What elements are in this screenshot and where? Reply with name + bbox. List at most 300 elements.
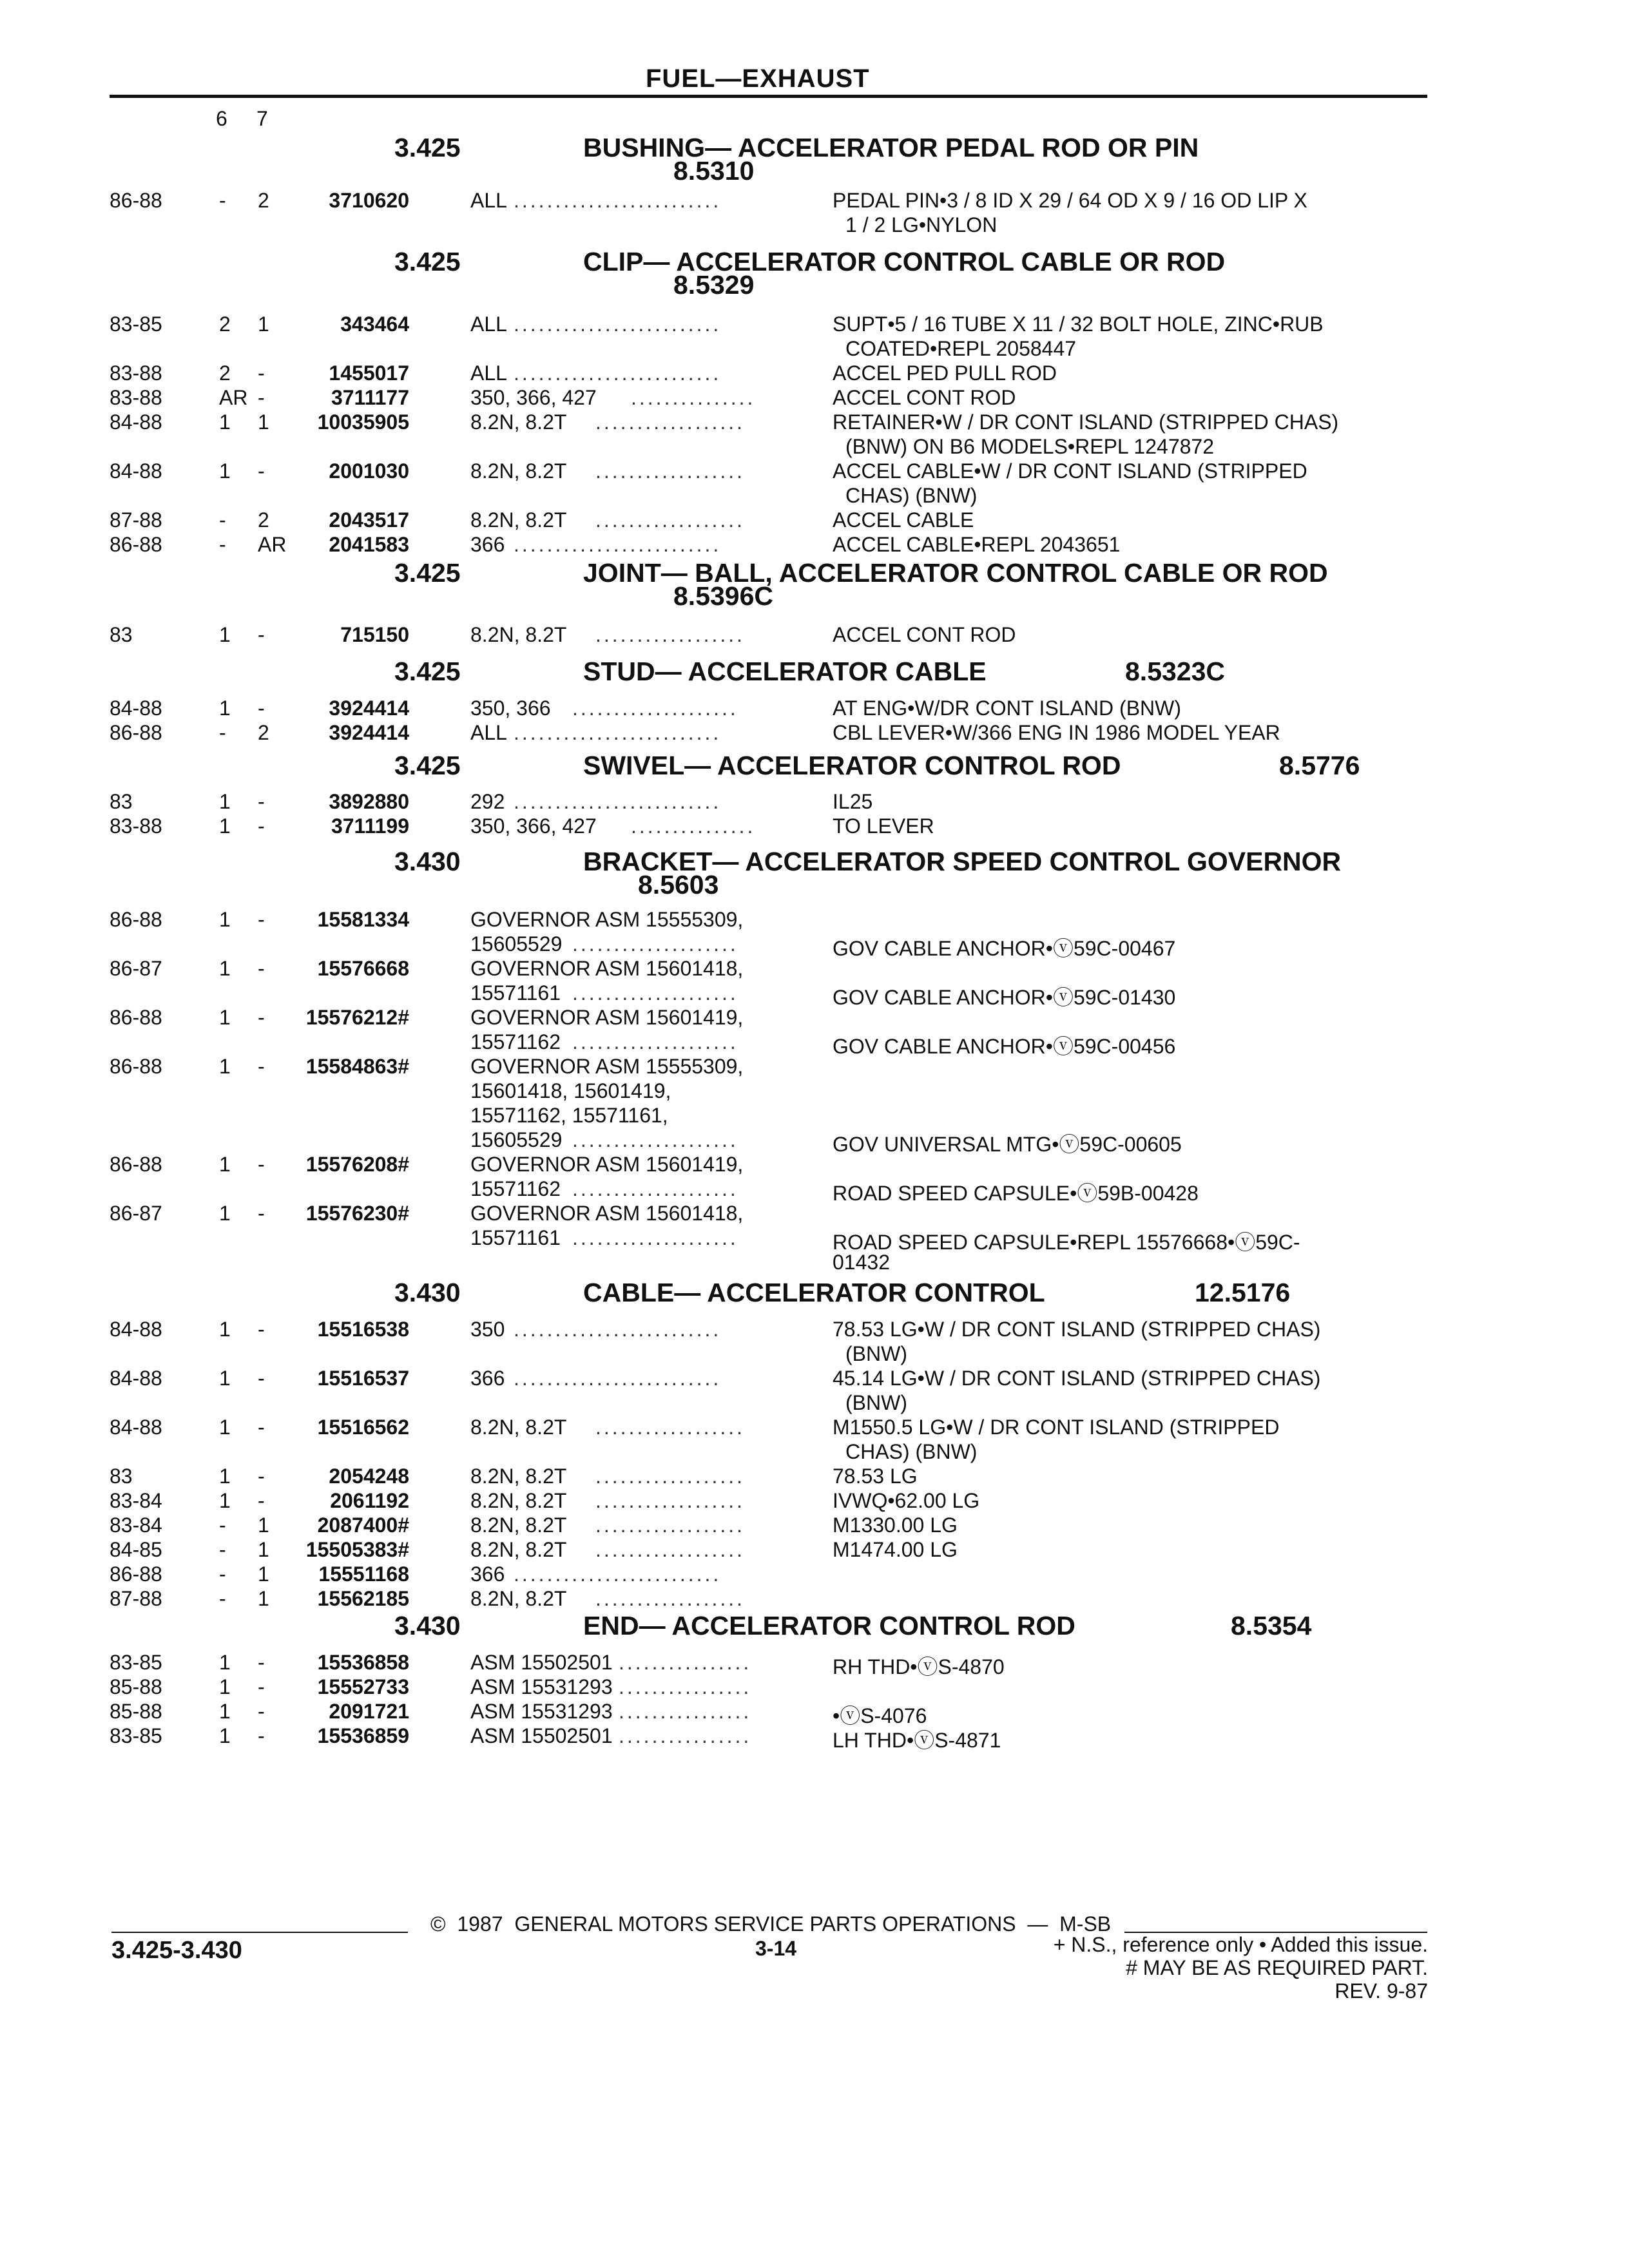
leader-dots: ................	[619, 1724, 752, 1747]
section-number: 3.430	[394, 847, 461, 876]
parts-row	[0, 533, 1629, 557]
leader-dots: .........................	[514, 1318, 722, 1341]
section-title: BRACKET— ACCELERATOR SPEED CONTROL GOVERNOR	[583, 847, 1342, 876]
part-number: 1455017	[329, 361, 409, 385]
part-description: (BNW)	[845, 1391, 907, 1414]
quantity-col-6: 1	[219, 623, 231, 646]
parts-row	[0, 1489, 1629, 1514]
part-number: 15576212#	[305, 1006, 409, 1029]
part-description: GOV CABLE ANCHOR•ⓥ59C-00467	[833, 937, 1176, 960]
quantity-col-7: -	[258, 1465, 265, 1488]
part-number: 15576208#	[305, 1153, 409, 1176]
leader-dots: ..................	[595, 1416, 746, 1439]
parts-row	[0, 1367, 1629, 1416]
quantity-col-7: -	[258, 1367, 265, 1390]
model-usage: 15605529	[470, 932, 563, 956]
parts-row	[0, 1724, 1629, 1752]
footer-copyright: © 1987 GENERAL MOTORS SERVICE PARTS OPERATIONS — M-SB	[430, 1912, 1112, 1936]
leader-dots: ....................	[572, 981, 738, 1004]
parts-row	[0, 1675, 1629, 1700]
part-number: 15576668	[317, 957, 409, 980]
quantity-col-7: -	[258, 1675, 265, 1698]
part-description: SUPT•5 / 16 TUBE X 11 / 32 BOLT HOLE, ZINC•RUB	[833, 312, 1324, 336]
quantity-col-7: AR	[258, 533, 287, 556]
quantity-col-7: 2	[258, 508, 269, 532]
model-usage: 8.2N, 8.2T	[470, 410, 567, 434]
part-number: 15576230#	[305, 1202, 409, 1225]
part-description: CBL LEVER•W/366 ENG IN 1986 MODEL YEAR	[833, 721, 1280, 744]
model-usage: 350, 366, 427	[470, 814, 597, 838]
model-usage: ALL	[470, 721, 507, 744]
model-years: 86-88	[110, 908, 162, 931]
section-title: END— ACCELERATOR CONTROL ROD	[583, 1611, 1075, 1640]
quantity-col-6: 1	[219, 1465, 231, 1488]
leader-dots: .........................	[514, 1367, 722, 1390]
model-usage: 8.2N, 8.2T	[470, 1489, 567, 1512]
column-number-7: 7	[256, 107, 268, 130]
model-usage: ASM 15531293	[470, 1675, 613, 1698]
model-years: 84-88	[110, 697, 162, 720]
model-usage: GOVERNOR ASM 15601418,	[470, 1202, 744, 1225]
part-number: 15516537	[317, 1367, 409, 1390]
model-years: 84-88	[110, 1367, 162, 1390]
quantity-col-7: -	[258, 1202, 265, 1225]
leader-dots: .........................	[514, 721, 722, 744]
quantity-col-6: 1	[219, 1700, 231, 1723]
quantity-col-6: 1	[219, 1006, 231, 1029]
parts-row	[0, 1318, 1629, 1367]
leader-dots: ................	[619, 1651, 752, 1674]
parts-row	[0, 1465, 1629, 1489]
quantity-col-7: 2	[258, 189, 269, 212]
part-description: •ⓥS-4076	[833, 1704, 927, 1727]
part-number: 2087400#	[317, 1514, 409, 1537]
quantity-col-7: -	[258, 1153, 265, 1176]
leader-dots: ....................	[572, 932, 738, 956]
model-usage: 350, 366, 427	[470, 386, 597, 409]
model-usage: 15605529	[470, 1128, 563, 1151]
model-usage: 366	[470, 1367, 505, 1390]
leader-dots: .........................	[514, 189, 722, 212]
part-description: ACCEL CONT ROD	[833, 623, 1016, 646]
part-description: GOV CABLE ANCHOR•ⓥ59C-01430	[833, 986, 1176, 1009]
part-number: 2041583	[329, 533, 409, 556]
parts-row	[0, 790, 1629, 814]
model-usage: GOVERNOR ASM 15601419,	[470, 1006, 744, 1029]
parts-row	[0, 361, 1629, 386]
quantity-col-6: 1	[219, 1367, 231, 1390]
parts-row	[0, 1416, 1629, 1465]
section-title: CABLE— ACCELERATOR CONTROL	[583, 1278, 1045, 1307]
parts-row	[0, 1153, 1629, 1205]
leader-dots: ...............	[631, 814, 756, 838]
part-description: 78.53 LG•W / DR CONT ISLAND (STRIPPED CHAS)	[833, 1318, 1321, 1341]
leader-dots: ...............	[631, 386, 756, 409]
quantity-col-7: -	[258, 908, 265, 931]
section-code: 8.5310	[673, 156, 755, 186]
quantity-col-7: 1	[258, 1514, 269, 1537]
leader-dots: ..................	[595, 1489, 746, 1512]
leader-dots: .........................	[514, 361, 722, 385]
model-years: 84-88	[110, 1318, 162, 1341]
model-usage: 8.2N, 8.2T	[470, 623, 567, 646]
model-usage: 8.2N, 8.2T	[470, 459, 567, 483]
quantity-col-6: 1	[219, 790, 231, 813]
quantity-col-6: 1	[219, 1651, 231, 1674]
part-description: ROAD SPEED CAPSULE•REPL 15576668•ⓥ59C-	[833, 1231, 1300, 1254]
parts-row	[0, 623, 1629, 648]
quantity-col-6: 1	[219, 1724, 231, 1747]
parts-row	[0, 697, 1629, 721]
parts-row	[0, 1538, 1629, 1562]
page-title: FUEL—EXHAUST	[646, 64, 870, 93]
model-years: 84-85	[110, 1538, 162, 1561]
leader-dots: ................	[619, 1675, 752, 1698]
part-description: IVWQ•62.00 LG	[833, 1489, 980, 1512]
model-usage: 292	[470, 790, 505, 813]
model-usage: GOVERNOR ASM 15555309,	[470, 1055, 744, 1078]
leader-dots: ..................	[595, 1465, 746, 1488]
model-years: 83-85	[110, 312, 162, 336]
part-number: 2054248	[329, 1465, 409, 1488]
model-usage: ASM 15531293	[470, 1700, 613, 1723]
parts-row	[0, 1700, 1629, 1727]
quantity-col-7: -	[258, 1416, 265, 1439]
parts-row	[0, 459, 1629, 508]
part-description: GOV UNIVERSAL MTG•ⓥ59C-00605	[833, 1133, 1182, 1156]
section-title: SWIVEL— ACCELERATOR CONTROL ROD	[583, 751, 1121, 780]
model-usage: 350	[470, 1318, 505, 1341]
part-number: 3710620	[329, 189, 409, 212]
part-description: GOV CABLE ANCHOR•ⓥ59C-00456	[833, 1035, 1176, 1058]
part-description: M1550.5 LG•W / DR CONT ISLAND (STRIPPED	[833, 1416, 1280, 1439]
footer-legend-ns: + N.S., reference only • Added this issue.	[1053, 1933, 1428, 1956]
quantity-col-6: -	[219, 1587, 226, 1610]
quantity-col-6: -	[219, 721, 226, 744]
model-usage: ALL	[470, 189, 507, 212]
model-years: 87-88	[110, 508, 162, 532]
part-number: 15562185	[317, 1587, 409, 1610]
model-usage: 8.2N, 8.2T	[470, 1538, 567, 1561]
quantity-col-6: 1	[219, 1202, 231, 1225]
model-usage: 8.2N, 8.2T	[470, 1514, 567, 1537]
quantity-col-7: 1	[258, 1587, 269, 1610]
section-title: STUD— ACCELERATOR CABLE	[583, 657, 987, 686]
section-code: 8.5323C	[1125, 657, 1226, 686]
section-number: 3.425	[394, 558, 461, 588]
model-years: 86-87	[110, 957, 162, 980]
quantity-col-6: 1	[219, 1489, 231, 1512]
part-number: 3924414	[329, 697, 409, 720]
section-title: CLIP— ACCELERATOR CONTROL CABLE OR ROD	[583, 247, 1226, 276]
parts-row	[0, 312, 1629, 361]
footer-section-range: 3.425-3.430	[111, 1937, 242, 1964]
model-years: 83-85	[110, 1651, 162, 1674]
quantity-col-7: -	[258, 1700, 265, 1723]
leader-dots: ....................	[572, 1177, 738, 1200]
part-description: CHAS) (BNW)	[845, 1440, 978, 1463]
model-years: 86-88	[110, 1562, 162, 1586]
model-years: 85-88	[110, 1700, 162, 1723]
part-number: 15516562	[317, 1416, 409, 1439]
part-description: 45.14 LG•W / DR CONT ISLAND (STRIPPED CHAS)	[833, 1367, 1321, 1390]
part-description: PEDAL PIN•3 / 8 ID X 29 / 64 OD X 9 / 16 OD LIP X	[833, 189, 1307, 212]
quantity-col-7: 2	[258, 721, 269, 744]
model-years: 86-88	[110, 533, 162, 556]
quantity-col-6: -	[219, 1514, 226, 1537]
column-number-6: 6	[216, 107, 227, 130]
leader-dots: ..................	[595, 459, 746, 483]
model-usage: 366	[470, 1562, 505, 1586]
section-title: JOINT— BALL, ACCELERATOR CONTROL CABLE OR ROD	[583, 558, 1328, 588]
section-code: 12.5176	[1195, 1278, 1291, 1307]
model-years: 83-88	[110, 386, 162, 409]
model-usage: GOVERNOR ASM 15555309,	[470, 908, 744, 931]
model-years: 83	[110, 623, 133, 646]
parts-row	[0, 1562, 1629, 1587]
section-code: 8.5396C	[673, 581, 774, 611]
part-description: LH THD•ⓥS-4871	[833, 1729, 1001, 1752]
model-usage: 8.2N, 8.2T	[470, 1587, 567, 1610]
quantity-col-7: -	[258, 1318, 265, 1341]
quantity-col-6: 1	[219, 1675, 231, 1698]
model-years: 86-87	[110, 1202, 162, 1225]
section-number: 3.425	[394, 657, 461, 686]
model-years: 83-88	[110, 361, 162, 385]
model-years: 84-88	[110, 410, 162, 434]
part-description: COATED•REPL 2058447	[845, 337, 1077, 360]
leader-dots: .........................	[514, 1562, 722, 1586]
part-number: 715150	[340, 623, 409, 646]
footer-revision: REV. 9-87	[1335, 1979, 1428, 2003]
quantity-col-7: -	[258, 623, 265, 646]
model-usage: GOVERNOR ASM 15601419,	[470, 1153, 744, 1176]
section-code: 8.5776	[1279, 751, 1360, 780]
parts-row	[0, 386, 1629, 410]
model-usage: 8.2N, 8.2T	[470, 1416, 567, 1439]
model-usage: ALL	[470, 312, 507, 336]
part-description: ACCEL PED PULL ROD	[833, 361, 1057, 385]
section-title: BUSHING— ACCELERATOR PEDAL ROD OR PIN	[583, 133, 1199, 162]
model-years: 83	[110, 790, 133, 813]
part-number: 15551168	[318, 1562, 409, 1586]
section-number: 3.425	[394, 247, 461, 276]
model-years: 86-88	[110, 1006, 162, 1029]
model-usage: 8.2N, 8.2T	[470, 508, 567, 532]
quantity-col-6: 1	[219, 459, 231, 483]
parts-row	[0, 1651, 1629, 1678]
part-number: 2001030	[329, 459, 409, 483]
quantity-col-6: 2	[219, 361, 231, 385]
quantity-col-7: 1	[258, 1538, 269, 1561]
part-description: RETAINER•W / DR CONT ISLAND (STRIPPED CHAS)	[833, 410, 1339, 434]
quantity-col-7: -	[258, 1489, 265, 1512]
leader-dots: ..................	[595, 1538, 746, 1561]
quantity-col-7: -	[258, 957, 265, 980]
model-years: 84-88	[110, 1416, 162, 1439]
part-description: ACCEL CONT ROD	[833, 386, 1016, 409]
part-number: 3711199	[331, 814, 409, 838]
quantity-col-6: 1	[219, 410, 231, 434]
quantity-col-7: -	[258, 1055, 265, 1078]
quantity-col-6: 1	[219, 1416, 231, 1439]
leader-dots: ..................	[595, 1514, 746, 1537]
part-number: 15505383#	[305, 1538, 409, 1561]
quantity-col-6: 2	[219, 312, 231, 336]
model-years: 86-88	[110, 1055, 162, 1078]
model-years: 86-88	[110, 189, 162, 212]
part-description: ROAD SPEED CAPSULE•ⓥ59B-00428	[833, 1182, 1199, 1205]
part-description: TO LEVER	[833, 814, 934, 838]
model-usage: GOVERNOR ASM 15601418,	[470, 957, 744, 980]
quantity-col-7: 1	[258, 312, 269, 336]
parts-row	[0, 908, 1629, 960]
section-code: 8.5603	[638, 870, 719, 899]
quantity-col-7: -	[258, 697, 265, 720]
model-usage: ALL	[470, 361, 507, 385]
quantity-col-6: 1	[219, 1318, 231, 1341]
model-usage: 15571162, 15571161,	[470, 1104, 668, 1127]
part-number: 3711177	[331, 386, 409, 409]
part-description: RH THD•ⓥS-4870	[833, 1655, 1005, 1678]
section-number: 3.430	[394, 1278, 461, 1307]
section-code: 8.5329	[673, 270, 755, 300]
model-years: 83	[110, 1465, 133, 1488]
part-description: (BNW)	[845, 1342, 907, 1365]
parts-row	[0, 1587, 1629, 1611]
leader-dots: ....................	[572, 697, 738, 720]
part-description: ACCEL CABLE	[833, 508, 974, 532]
part-description: 1 / 2 LG•NYLON	[845, 213, 998, 236]
parts-row	[0, 189, 1629, 238]
parts-row	[0, 1514, 1629, 1538]
quantity-col-6: 1	[219, 1055, 231, 1078]
model-years: 83-84	[110, 1514, 162, 1537]
leader-dots: .........................	[514, 790, 722, 813]
quantity-col-6: AR	[219, 386, 248, 409]
model-usage: 15571161	[470, 981, 561, 1004]
leader-dots: ..................	[595, 410, 746, 434]
model-usage: 8.2N, 8.2T	[470, 1465, 567, 1488]
model-usage: 15571162	[470, 1177, 561, 1200]
parts-row	[0, 957, 1629, 1009]
model-years: 84-88	[110, 459, 162, 483]
quantity-col-6: -	[219, 1562, 226, 1586]
quantity-col-6: -	[219, 189, 226, 212]
model-usage: 350, 366	[470, 697, 551, 720]
model-usage: 15601418, 15601419,	[470, 1079, 671, 1102]
model-years: 87-88	[110, 1587, 162, 1610]
part-number: 10035905	[317, 410, 409, 434]
part-description: 01432	[833, 1251, 890, 1274]
quantity-col-7: -	[258, 1724, 265, 1747]
quantity-col-6: -	[219, 1538, 226, 1561]
part-description: CHAS) (BNW)	[845, 484, 978, 507]
leader-dots: ..................	[595, 623, 746, 646]
leader-dots: ................	[619, 1700, 752, 1723]
quantity-col-7: -	[258, 361, 265, 385]
quantity-col-7: -	[258, 1006, 265, 1029]
parts-row	[0, 1202, 1629, 1275]
quantity-col-7: -	[258, 1651, 265, 1674]
model-years: 83-84	[110, 1489, 162, 1512]
parts-row	[0, 721, 1629, 745]
leader-dots: .........................	[514, 312, 722, 336]
quantity-col-6: 1	[219, 1153, 231, 1176]
part-number: 15516538	[317, 1318, 409, 1341]
quantity-col-6: 1	[219, 908, 231, 931]
model-years: 86-88	[110, 1153, 162, 1176]
part-number: 2091721	[329, 1700, 409, 1723]
parts-row	[0, 814, 1629, 839]
part-number: 15552733	[317, 1675, 409, 1698]
part-description: 78.53 LG	[833, 1465, 918, 1488]
parts-row	[0, 410, 1629, 459]
part-number: 15584863#	[305, 1055, 409, 1078]
parts-row	[0, 508, 1629, 533]
footer-page-number: 3-14	[755, 1937, 797, 1960]
part-description: AT ENG•W/DR CONT ISLAND (BNW)	[833, 697, 1181, 720]
part-description: ACCEL CABLE•REPL 2043651	[833, 533, 1121, 556]
quantity-col-6: 1	[219, 957, 231, 980]
part-description: ACCEL CABLE•W / DR CONT ISLAND (STRIPPED	[833, 459, 1307, 483]
model-usage: ASM 15502501	[470, 1724, 613, 1747]
part-number: 343464	[340, 312, 409, 336]
quantity-col-7: -	[258, 459, 265, 483]
model-years: 83-88	[110, 814, 162, 838]
part-number: 3892880	[329, 790, 409, 813]
model-years: 86-88	[110, 721, 162, 744]
part-description: IL25	[833, 790, 873, 813]
part-description: (BNW) ON B6 MODELS•REPL 1247872	[845, 435, 1214, 458]
part-description: M1474.00 LG	[833, 1538, 958, 1561]
quantity-col-6: -	[219, 508, 226, 532]
quantity-col-7: 1	[258, 410, 269, 434]
quantity-col-7: -	[258, 814, 265, 838]
part-number: 15536859	[317, 1724, 409, 1747]
leader-dots: ..................	[595, 1587, 746, 1610]
footer-legend-as-required: # MAY BE AS REQUIRED PART.	[1126, 1956, 1428, 1979]
header-rule	[110, 95, 1427, 98]
part-description: M1330.00 LG	[833, 1514, 958, 1537]
leader-dots: ....................	[572, 1226, 738, 1249]
quantity-col-7: -	[258, 790, 265, 813]
part-number: 2061192	[330, 1489, 409, 1512]
part-number: 2043517	[329, 508, 409, 532]
leader-dots: .........................	[514, 533, 722, 556]
parts-row	[0, 1055, 1629, 1156]
model-usage: ASM 15502501	[470, 1651, 613, 1674]
model-usage: 15571161	[470, 1226, 561, 1249]
section-number: 3.425	[394, 751, 461, 780]
leader-dots: ..................	[595, 508, 746, 532]
quantity-col-7: 1	[258, 1562, 269, 1586]
parts-row	[0, 1006, 1629, 1058]
section-code: 8.5354	[1231, 1611, 1312, 1640]
quantity-col-7: -	[258, 386, 265, 409]
quantity-col-6: -	[219, 533, 226, 556]
model-usage: 15571162	[470, 1030, 561, 1053]
section-number: 3.425	[394, 133, 461, 162]
model-usage: 366	[470, 533, 505, 556]
model-years: 83-85	[110, 1724, 162, 1747]
part-number: 15536858	[317, 1651, 409, 1674]
part-number: 3924414	[329, 721, 409, 744]
leader-dots: ....................	[572, 1030, 738, 1053]
part-number: 15581334	[317, 908, 409, 931]
leader-dots: ....................	[572, 1128, 738, 1151]
quantity-col-6: 1	[219, 697, 231, 720]
